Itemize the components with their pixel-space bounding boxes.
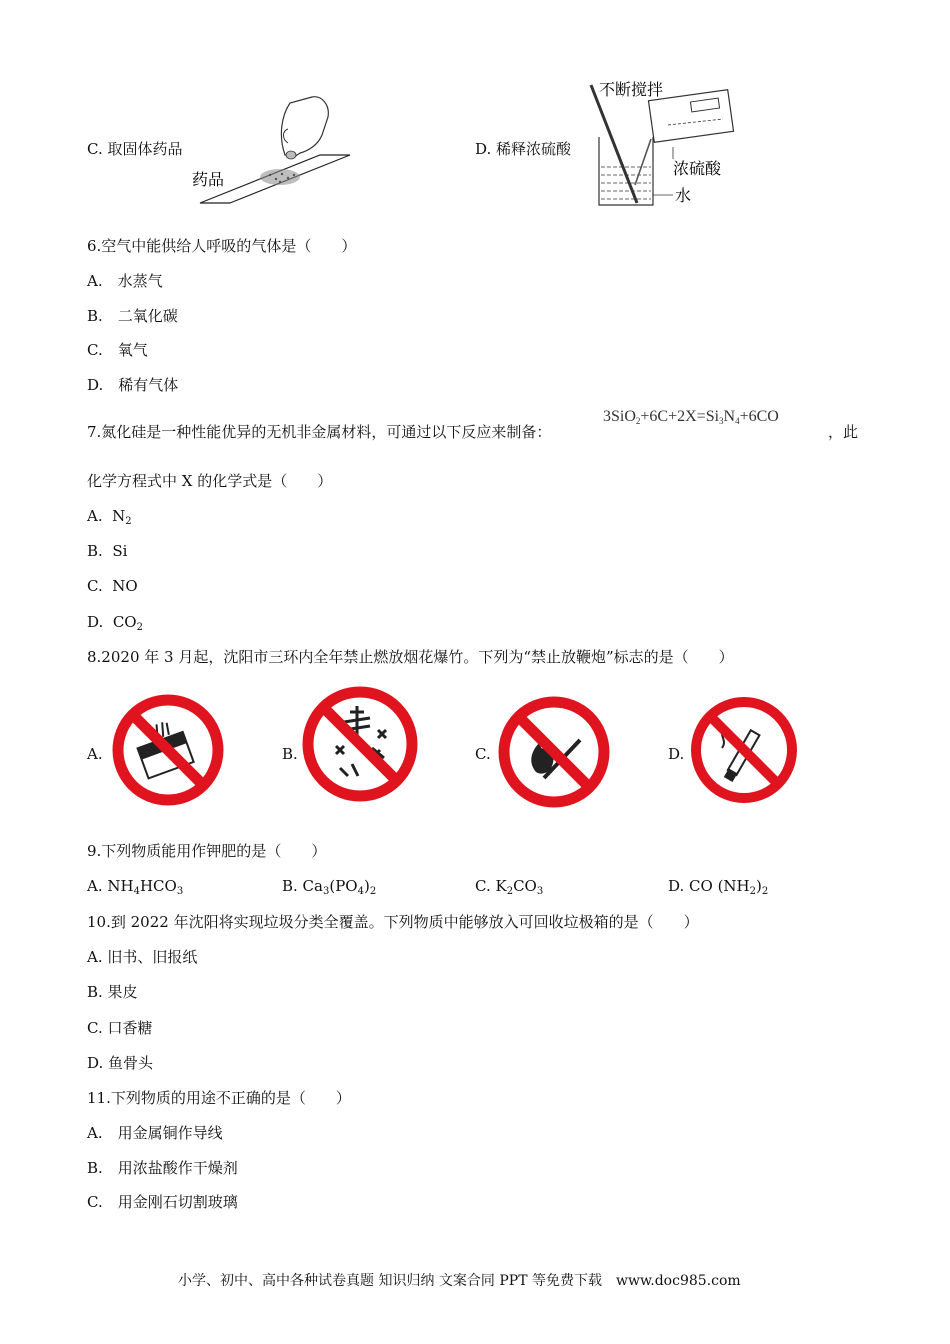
no-firecrackers-sign [300, 684, 420, 804]
q10-option-c: C. 口香糖 [87, 1019, 153, 1037]
q10-option-a: A. 旧书、旧报纸 [87, 948, 198, 966]
q9-option-b: B. $Ca_3(PO_4)_2$ [282, 877, 377, 897]
q7-equation: $3SiO_2+6C+2X=Si_3N_4+6CO$ [603, 408, 779, 426]
q8-label-c: C. [475, 745, 491, 763]
no-open-flame-sign [496, 694, 612, 810]
q8-label-b: B. [282, 745, 298, 763]
q8-stem: 8.2020 年 3 月起，沈阳市三环内全年禁止燃放烟花爆竹。下列为“禁止放鞭炮”标志的是（ ） [87, 648, 734, 666]
q7-option-a: A. $N_2$ [87, 507, 132, 527]
q6-stem: 6.空气中能供给人呼吸的气体是（ ） [87, 237, 357, 255]
q9-stem: 9.下列物质能用作钾肥的是（ ） [87, 842, 327, 860]
q9-option-c: C. $K_2CO_3$ [475, 877, 544, 897]
q6-option-d: D. 稀有气体 [87, 376, 179, 394]
q8-label-a: A. [87, 745, 103, 763]
q5-option-d: D. 稀释浓硫酸 [475, 140, 572, 158]
fig-c-label: 药品 [192, 170, 225, 189]
q10-option-d: D. 鱼骨头 [87, 1054, 154, 1072]
q7-stem: 7.氮化硅是一种性能优异的无机非金属材料，可通过以下反应来制备： [87, 423, 552, 441]
q7-option-b: B. Si [87, 542, 128, 560]
page-footer: 小学、初中、高中各种试卷真题 知识归纳 文案合同 PPT 等免费下载 www.doc985.com [178, 1273, 741, 1289]
fig-dilute-sulfuric-acid [583, 75, 743, 210]
no-matches-sign [110, 692, 226, 808]
q6-option-b: B. 二氧化碳 [87, 307, 178, 325]
fig-d-stir-label: 不断搅拌 [599, 80, 664, 99]
q9-option-d: D. CO $(NH_2)_2$ [668, 877, 769, 897]
q9-option-a: A. $NH_4HCO_3$ [87, 877, 184, 897]
q10-stem: 10.到 2022 年沈阳将实现垃圾分类全覆盖。下列物质中能够放入可回收垃极箱的是（ ） [87, 913, 699, 931]
q7-option-d: D. $CO_2$ [87, 613, 143, 633]
q11-option-c: C. 用金刚石切割玻璃 [87, 1193, 238, 1211]
q11-stem: 11.下列物质的用途不正确的是（ ） [87, 1089, 351, 1107]
fig-d-water-label: 水 [675, 186, 692, 205]
q6-option-c: C. 氧气 [87, 341, 148, 359]
q6-option-a: A. 水蒸气 [87, 272, 163, 290]
q5-option-c: C. 取固体药品 [87, 140, 183, 158]
q11-option-b: B. 用浓盐酸作干燥剂 [87, 1159, 238, 1177]
q8-label-d: D. [668, 745, 685, 763]
q7-option-c: C. NO [87, 577, 138, 595]
q10-option-b: B. 果皮 [87, 983, 138, 1001]
no-smoking-sign [688, 694, 800, 806]
q7-stem-tail: ，此 [828, 423, 859, 441]
q11-option-a: A. 用金属铜作导线 [87, 1124, 223, 1142]
q7-stem-line2: 化学方程式中 X 的化学式是（ ） [87, 472, 333, 490]
fig-d-acid-label: 浓硫酸 [673, 159, 722, 178]
fig-take-solid-reagent [190, 95, 360, 210]
